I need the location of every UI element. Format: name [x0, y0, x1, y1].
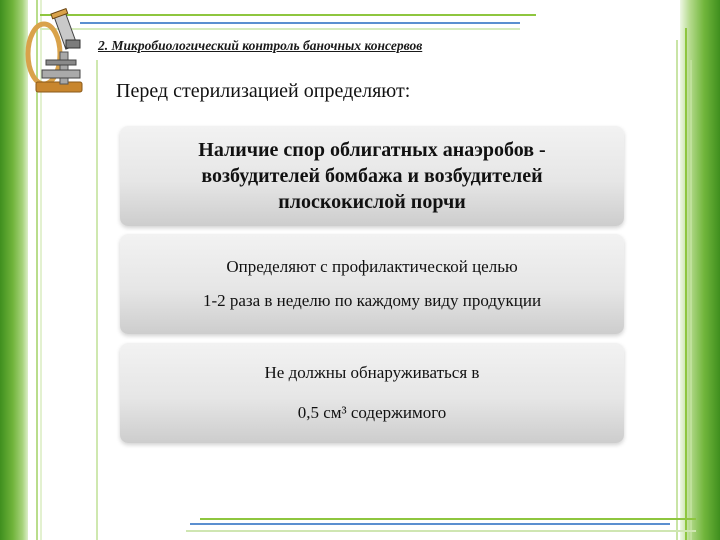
card-text-line: 1-2 раза в неделю по каждому виду продукции [202, 291, 542, 310]
top-line-blue [80, 22, 520, 24]
card-text-line: плоскокислой порчи [278, 191, 466, 213]
bottom-line-blue [190, 523, 670, 525]
microscope-icon [22, 8, 92, 96]
card-text-line: Наличие спор облигатных анаэробов - [198, 139, 546, 161]
info-card-requirement [120, 343, 624, 443]
left-vertical-line-3 [96, 60, 98, 540]
right-vertical-line-2 [685, 28, 687, 540]
slide-subtitle: Перед стерилизацией определяют: [116, 80, 411, 102]
right-vertical-line-3 [690, 60, 692, 540]
bottom-line-light [186, 530, 696, 532]
card-text-line: возбудителей бомбажа и возбудителей [201, 165, 543, 187]
card-text-line: Не должны обнаруживаться в [264, 363, 480, 382]
info-card-spores [120, 126, 624, 226]
card-text-line: 0,5 см³ содержимого [297, 403, 447, 422]
bottom-line-green [200, 518, 696, 520]
top-line-light [40, 28, 520, 30]
right-vertical-line-1 [676, 40, 678, 540]
top-line-green [40, 14, 536, 16]
info-card-frequency [120, 234, 624, 334]
slide-header-title: 2. Микробиологический контроль баночных консервов [98, 38, 423, 53]
card-text-line: Определяют с профилактической целью [226, 257, 518, 276]
